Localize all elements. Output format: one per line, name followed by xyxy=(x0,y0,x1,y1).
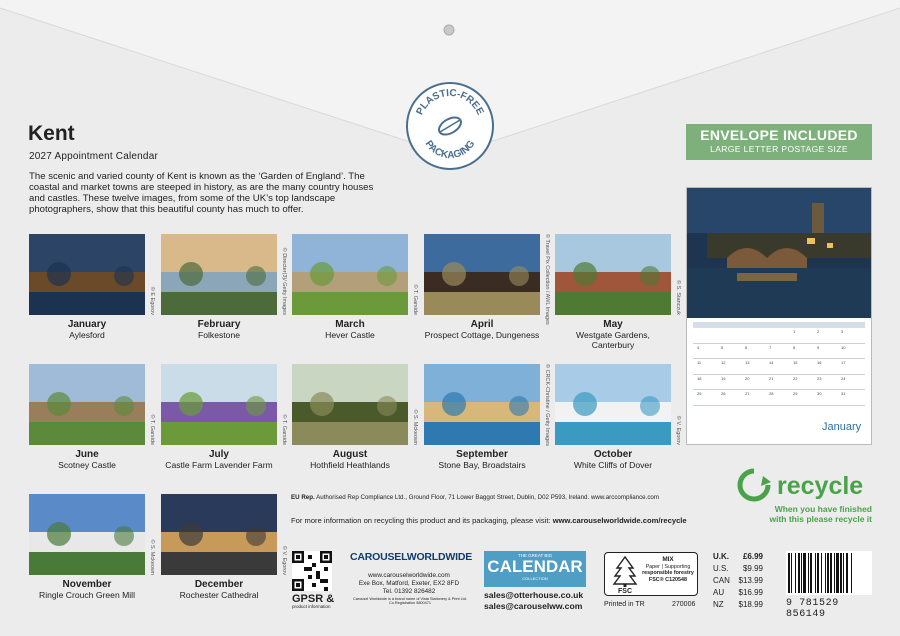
month-name: June xyxy=(75,449,99,460)
recycling-info-text: For more information on recycling this product and its packaging, please visit: xyxy=(291,516,553,525)
price-region: U.S. xyxy=(713,564,729,573)
photo-credit: © CRCK-Christine / Getty Images xyxy=(544,364,550,446)
price-row xyxy=(713,587,763,599)
fsc-mix: MIX xyxy=(662,556,674,563)
price-row xyxy=(713,575,763,587)
barcode-bar xyxy=(801,553,802,593)
month-place: Rochester Cathedral xyxy=(179,590,259,600)
calendar-logo-main: CALENDAR xyxy=(487,557,583,576)
month-tile xyxy=(29,234,155,340)
month-tile xyxy=(161,364,287,470)
svg-text:PLASTIC-FREE xyxy=(415,88,486,117)
month-name: August xyxy=(332,449,368,460)
month-tile xyxy=(292,364,418,470)
price-value: $9.99 xyxy=(742,564,763,573)
month-name: March xyxy=(335,319,365,330)
barcode-bar xyxy=(817,553,819,593)
month-name: July xyxy=(208,449,229,460)
month-place: Aylesford xyxy=(69,330,105,340)
carousel-website[interactable]: www.carouselworldwide.com xyxy=(368,572,450,579)
month-place: Stone Bay, Broadstairs xyxy=(438,460,526,470)
price-row xyxy=(713,551,763,563)
barcode-bar xyxy=(846,553,848,593)
barcode-bar xyxy=(810,553,812,593)
month-name: February xyxy=(197,319,241,330)
barcode xyxy=(786,551,872,595)
barcode-bar xyxy=(788,553,790,593)
fsc-line2: responsible forestry xyxy=(642,570,694,577)
preview-grid: 1 2 3 4 5 6 7 8 9 10 11 12 13 14 15 16 17 18 19 20 21 22 23 24 25 26 27 28 29 30 31 xyxy=(693,322,865,406)
month-tile xyxy=(161,234,287,340)
email-carousel[interactable]: sales@carouselww.com xyxy=(484,601,583,611)
photo-credit: © T. Garside xyxy=(149,414,155,445)
carousel-phone: Tel. 01392 826482 xyxy=(382,587,436,595)
carousel-fineprint: Carousel Worldwide is a brand name of Vista Stationery & Print Ltd. Co.Registration 5800471 xyxy=(353,597,467,605)
price-region: CAN xyxy=(713,576,730,585)
envelope-included-label xyxy=(686,124,872,160)
month-place: Hever Castle xyxy=(325,330,375,340)
barcode-bar xyxy=(836,553,839,593)
gpsr-label: GPSR & xyxy=(292,593,335,605)
month-name: September xyxy=(456,449,508,460)
eu-rep-text xyxy=(291,494,659,501)
price-value: $13.99 xyxy=(738,576,763,585)
price-region: NZ xyxy=(713,600,724,609)
photo-credit: © Directer(3)/ Getty Images xyxy=(281,247,287,315)
fsc-logo-text: FSC xyxy=(618,588,632,594)
calendar-preview xyxy=(686,187,872,445)
intro-text: The scenic and varied county of Kent is known as the ‘Garden of England’. The coastal and market towns are steeped in history, as are the many country houses and castles. These twelve images, from some of the UK’s top landscape photographers, show that this beautiful county has much to offer. xyxy=(29,171,374,215)
sales-emails xyxy=(484,590,583,612)
recycle-icon xyxy=(740,471,771,499)
carousel-address xyxy=(350,572,468,595)
month-name: April xyxy=(470,319,494,330)
month-tile xyxy=(161,494,287,600)
month-place: Ringle Crouch Green Mill xyxy=(39,590,135,600)
page-title: Kent xyxy=(28,122,75,145)
envelope-line2: LARGE LETTER POSTAGE SIZE xyxy=(710,144,848,154)
photo-credit: © S. Mckeown xyxy=(412,409,418,445)
page-subtitle: 2027 Appointment Calendar xyxy=(29,151,158,162)
recycle-note xyxy=(768,504,872,524)
price-region: AU xyxy=(713,588,725,597)
month-place: Hothfield Heathlands xyxy=(310,460,390,470)
month-place: Castle Farm Lavender Farm xyxy=(165,460,273,470)
price-list xyxy=(713,551,763,611)
barcode-bar xyxy=(798,553,800,593)
barcode-bar xyxy=(825,553,826,593)
month-tile xyxy=(555,364,681,470)
badge-line1: PLASTIC-FREE xyxy=(414,87,486,117)
month-name: October xyxy=(593,449,633,460)
badge-line2: PACKAGING xyxy=(422,138,478,162)
month-tile xyxy=(29,364,155,470)
barcode-bar xyxy=(851,553,852,593)
month-name: May xyxy=(603,319,623,330)
barcode-bar xyxy=(827,553,829,593)
calendar-logo-top: THE GREAT BIG xyxy=(517,553,553,558)
barcode-bar xyxy=(834,553,835,593)
price-row xyxy=(713,599,763,611)
carousel-logo: CAROUSELWORLDWIDE xyxy=(350,551,473,563)
barcode-bar xyxy=(843,553,844,593)
month-photo xyxy=(555,234,671,315)
month-name: December xyxy=(194,579,244,590)
leaf-icon xyxy=(408,84,492,168)
month-tile xyxy=(29,494,155,600)
calendar-logo-bottom: COLLECTION xyxy=(522,576,548,581)
barcode-bar xyxy=(808,553,809,593)
preview-month-label: January xyxy=(822,421,862,433)
month-place: White Cliffs of Dover xyxy=(573,460,653,470)
price-region: U.K. xyxy=(713,552,729,561)
barcode-bar xyxy=(791,553,792,593)
month-name: January xyxy=(67,319,107,330)
month-name: November xyxy=(62,579,112,590)
month-photo xyxy=(29,364,145,445)
month-photo xyxy=(161,494,277,575)
svg-text:PACKAGING xyxy=(423,138,478,161)
recycle-word: recycle xyxy=(777,472,864,500)
photo-credit: © Travel Pix Collection / AWL Images xyxy=(544,234,550,325)
fsc-text xyxy=(640,557,696,583)
envelope-line1: ENVELOPE INCLUDED xyxy=(700,127,858,143)
month-photo xyxy=(424,364,540,445)
barcode-bar xyxy=(821,553,822,593)
month-photo xyxy=(29,234,145,315)
printed-in: Printed in TR xyxy=(604,601,645,608)
photo-credit: © V. Egorov xyxy=(281,545,287,575)
gpsr-sub: product information xyxy=(292,604,331,609)
barcode-bar xyxy=(830,553,832,593)
price-value: $16.99 xyxy=(738,588,763,597)
price-value: $18.99 xyxy=(738,600,763,609)
month-photo xyxy=(292,234,408,315)
carousel-street: Exe Box, Matford, Exeter, EX2 8FD xyxy=(358,579,460,587)
fsc-line1: Paper | Supporting xyxy=(645,563,691,570)
fsc-tree-icon xyxy=(614,557,636,587)
month-place: Westgate Gardens, Canterbury xyxy=(576,330,650,350)
price-value: £6.99 xyxy=(742,552,763,561)
month-tile xyxy=(555,234,681,350)
month-tile xyxy=(424,234,550,340)
qr-code[interactable] xyxy=(292,551,332,591)
fsc-code: FSC® C120548 xyxy=(648,576,688,583)
month-place: Folkestone xyxy=(197,330,241,340)
eu-rep-label: EU Rep. xyxy=(291,494,315,501)
barcode-bar xyxy=(815,553,816,593)
month-photo xyxy=(292,364,408,445)
month-tile xyxy=(424,364,550,470)
plastic-free-badge xyxy=(406,82,494,170)
price-row xyxy=(713,563,763,575)
month-photo xyxy=(161,364,277,445)
calendar-collection-logo xyxy=(484,551,586,587)
photo-credit: © S. Stanczuk xyxy=(675,280,681,315)
photo-credit: © T. Garside xyxy=(412,284,418,315)
email-otterhouse[interactable]: sales@otterhouse.co.uk xyxy=(484,590,584,600)
month-photo xyxy=(29,494,145,575)
recycling-info xyxy=(291,516,687,525)
eu-rep-body: Authorised Rep Compliance Ltd., Ground Floor, 71 Lower Baggot Street, Dublin, D02 P593, Ireland. www.arccompliance.com xyxy=(316,494,660,501)
barcode-bar xyxy=(803,553,806,593)
month-photo xyxy=(555,364,671,445)
recycling-link[interactable]: www.carouselworldwide.com/recycle xyxy=(552,516,687,525)
month-place: Scotney Castle xyxy=(58,460,116,470)
month-photo xyxy=(424,234,540,315)
photo-credit: © T. Garside xyxy=(281,414,287,445)
barcode-bar xyxy=(795,553,796,593)
photo-credit: © S. Mckeown xyxy=(149,539,155,575)
month-place: Prospect Cottage, Dungeness xyxy=(424,330,540,340)
preview-photo xyxy=(687,188,871,318)
product-code: 270006 xyxy=(672,601,696,608)
recycle-note-line2: with this please recycle it xyxy=(769,514,872,524)
barcode-number: 9 781529 856149 xyxy=(786,598,839,620)
month-tile xyxy=(292,234,418,340)
recycle-logo xyxy=(737,468,873,502)
month-photo xyxy=(161,234,277,315)
photo-credit: © E Egorov xyxy=(149,286,155,315)
barcode-bar xyxy=(840,553,842,593)
recycle-note-line1: When you have finished xyxy=(774,504,872,514)
photo-credit: © V. Egorov xyxy=(675,415,681,445)
